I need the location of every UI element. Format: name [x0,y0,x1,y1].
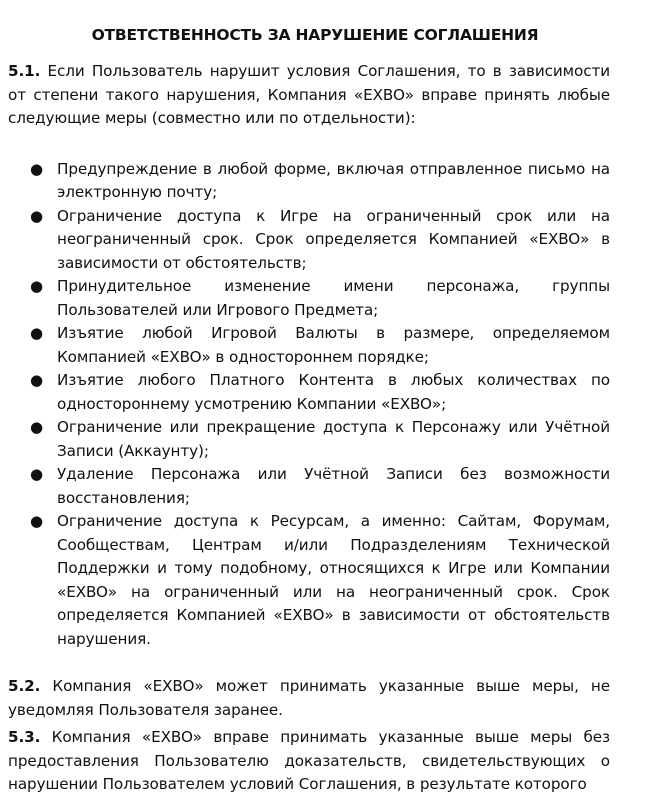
list-item-text: Ограничение или прекращение доступа к Персонажу или Учётной Записи (Аккаунту); [57,418,610,460]
list-item-text: Ограничение доступа к Ресурсам, а именно: Сайтам, Форумам, Сообществам, Центрам и/или Подразделениям Технической Поддержки и тому подобному, относящихся к Игре или Компании «EXBO» на ограниченный или на неограниченный срок. Срок определяется Компанией «EXBO» в зависимости от обстоятельств нарушения. [57,512,610,648]
clause-5-2 [8,675,610,722]
bullet-icon: ● [30,418,43,436]
bullet-icon: ● [30,512,43,530]
bullet-icon: ● [30,206,43,225]
clause-number: 5.3. [8,728,41,746]
list-item-text: Ограничение доступа к Игре на ограниченный срок или на неограниченный срок. Срок определяется Компанией «EXBO» в зависимости от обстоятельств; [57,206,610,272]
list-item [8,510,610,651]
bullet-icon: ● [30,277,43,295]
clause-text: Компания «EXBO» может принимать указанные выше меры, не уведомляя Пользователя заранее. [8,677,610,719]
list-item [8,205,610,276]
clause-number: 5.2. [8,677,41,695]
list-item [8,463,610,510]
bullet-icon: ● [30,324,43,342]
clause-5-1 [8,60,610,131]
list-item-text: Изъятие любой Игровой Валюты в размере, определяемом Компанией «EXBO» в одностороннем порядке; [57,324,610,366]
list-item-text: Удаление Персонажа или Учётной Записи без возможности восстановления; [57,465,610,507]
bullet-icon: ● [30,371,43,389]
list-item-text: Принудительное изменение имени персонажа, группы Пользователей или Игрового Предмета; [57,277,610,319]
bullet-icon: ● [30,465,43,483]
list-item [8,158,610,205]
list-item-text: Предупреждение в любой форме, включая отправленное письмо на электронную почту; [57,159,610,201]
section-title: ОТВЕТСТВЕННОСТЬ ЗА НАРУШЕНИЕ СОГЛАШЕНИЯ [91,26,539,44]
list-item [8,275,610,322]
clause-text: Если Пользователь нарушит условия Соглашения, то в зависимости от степени такого нарушения, Компания «EXBO» вправе принять любые следующие меры (совместно или по отдельности): [8,62,610,127]
list-item-text: Изъятие любого Платного Контента в любых количествах по одностороннему усмотрению Компании «EXBO»; [57,371,610,413]
list-item [8,416,610,463]
measures-list [8,158,610,652]
clause-text: Компания «EXBO» вправе принимать указанные выше меры без предоставления Пользователю доказательств, свидетельствующих о нарушении Пользователем условий Соглашения, в результате которого [8,728,610,793]
clause-5-3 [8,726,610,797]
clause-number: 5.1. [8,62,41,80]
list-item [8,322,610,369]
bullet-icon: ● [30,159,43,178]
list-item [8,369,610,416]
